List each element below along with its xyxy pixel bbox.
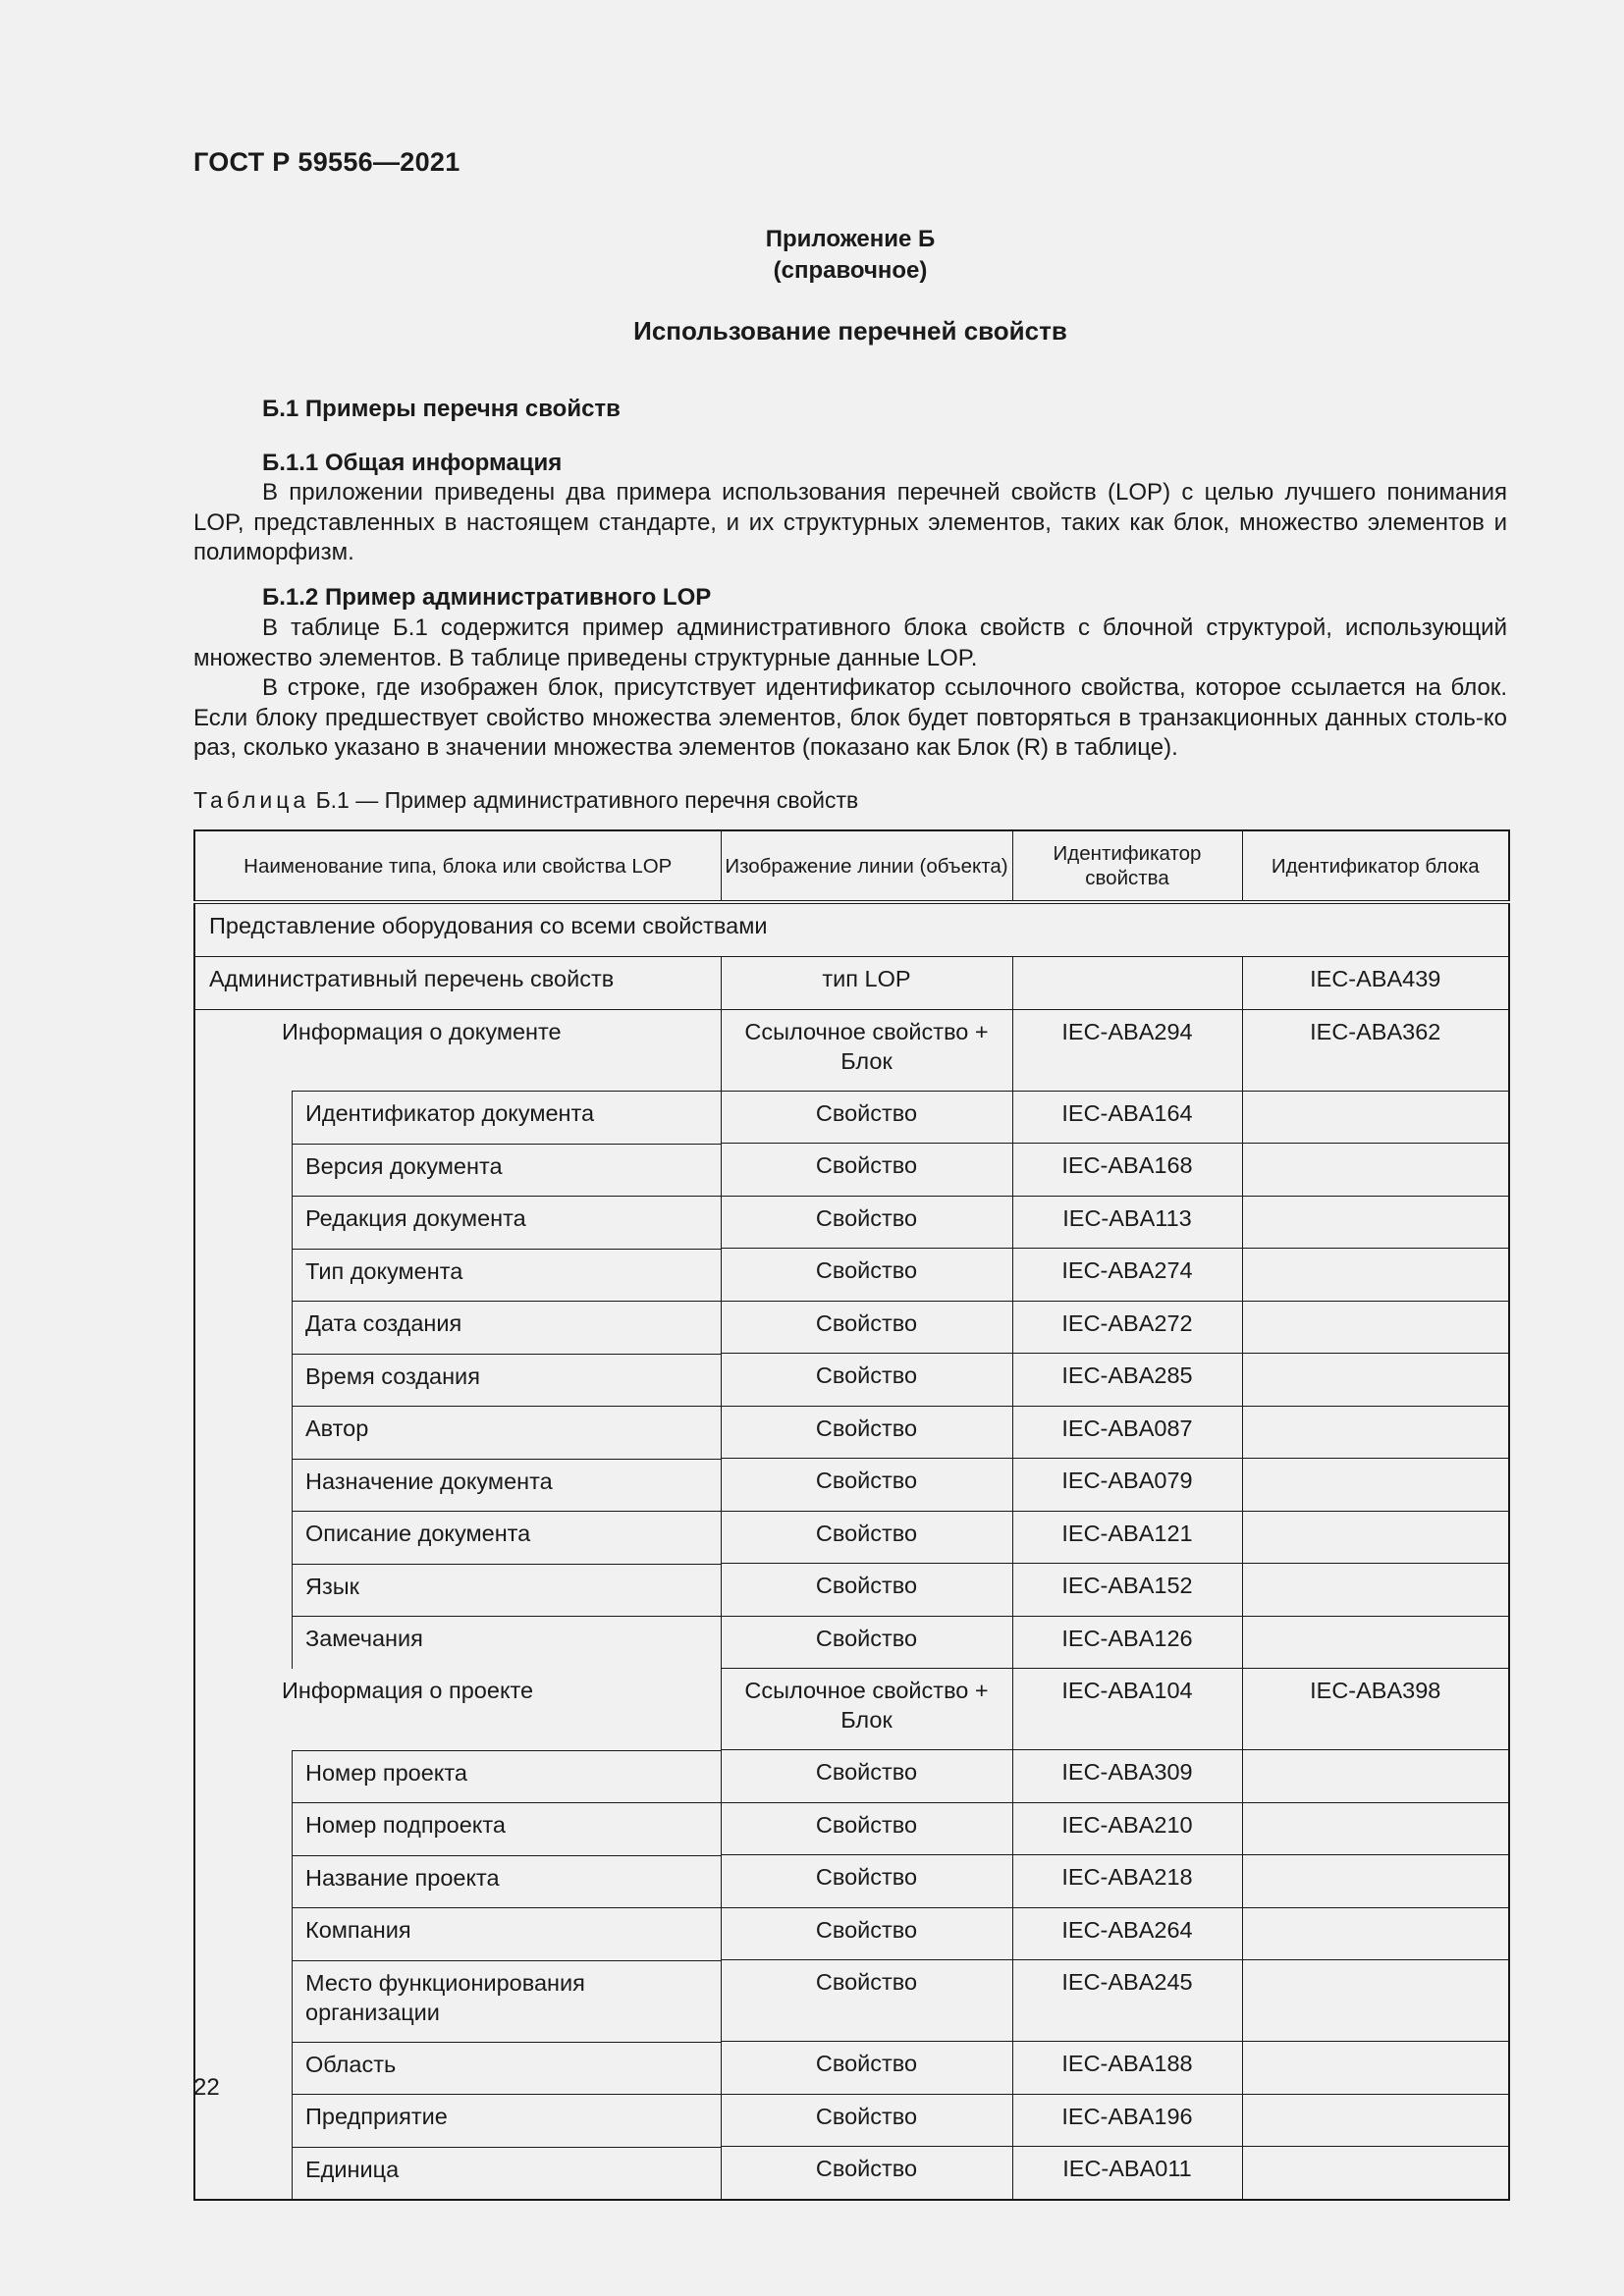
cell-image: Свойство xyxy=(721,1144,1012,1197)
cell-image: Свойство xyxy=(721,2042,1012,2095)
cell-block-id xyxy=(1242,1564,1509,1617)
table-row xyxy=(194,1406,1509,1459)
table-row xyxy=(194,2094,1509,2147)
cell-image: Свойство xyxy=(721,1406,1012,1459)
annex-heading xyxy=(193,224,1507,287)
cell-name xyxy=(194,2094,721,2147)
cell-name xyxy=(194,1459,721,1512)
cell-image: Свойство xyxy=(721,1091,1012,1144)
table-row xyxy=(194,1669,1509,1750)
table-row xyxy=(194,1091,1509,1144)
cell-block-id xyxy=(1242,1459,1509,1512)
table-row xyxy=(194,957,1509,1010)
group-row xyxy=(194,902,1509,957)
cell-name xyxy=(194,1354,721,1407)
cell-block-id xyxy=(1242,1802,1509,1855)
cell-name xyxy=(194,957,721,1010)
cell-image: Свойство xyxy=(721,1354,1012,1407)
cell-name xyxy=(194,1091,721,1144)
cell-prop-id: IEC-ABA011 xyxy=(1012,2147,1242,2200)
table-row xyxy=(194,1750,1509,1803)
cell-name-text: Замечания xyxy=(292,1616,721,1669)
cell-name-text: Язык xyxy=(292,1564,721,1617)
cell-block-id xyxy=(1242,2094,1509,2147)
cell-name xyxy=(194,1144,721,1197)
cell-image: Свойство xyxy=(721,1960,1012,2042)
cell-image: Свойство xyxy=(721,1459,1012,1512)
cell-prop-id: IEC-ABA152 xyxy=(1012,1564,1242,1617)
cell-prop-id: IEC-ABA272 xyxy=(1012,1301,1242,1354)
cell-name xyxy=(194,1907,721,1960)
cell-block-id xyxy=(1242,1406,1509,1459)
cell-name xyxy=(194,1196,721,1249)
cell-name-text: Номер проекта xyxy=(292,1750,721,1803)
header-name: Наименование типа, блока или свойства LOP xyxy=(194,830,721,902)
cell-block-id xyxy=(1242,1511,1509,1564)
cell-image: Свойство xyxy=(721,1511,1012,1564)
cell-name-text: Тип документа xyxy=(292,1249,721,1302)
properties-table xyxy=(193,829,1510,2201)
cell-prop-id: IEC-ABA104 xyxy=(1012,1669,1242,1750)
cell-name-text: Предприятие xyxy=(292,2094,721,2147)
header-block-id: Идентификатор блока xyxy=(1242,830,1509,902)
standard-designation: ГОСТ Р 59556—2021 xyxy=(193,147,460,177)
cell-block-id xyxy=(1242,1750,1509,1803)
cell-image: Свойство xyxy=(721,1907,1012,1960)
cell-block-id xyxy=(1242,2042,1509,2095)
table-row xyxy=(194,1459,1509,1512)
cell-block-id xyxy=(1242,1616,1509,1669)
cell-name xyxy=(194,1009,721,1091)
section-text-b12 xyxy=(193,614,1507,764)
section-text-b11 xyxy=(193,478,1507,568)
cell-name-text: Область xyxy=(292,2042,721,2095)
cell-block-id xyxy=(1242,2147,1509,2200)
cell-prop-id: IEC-ABA264 xyxy=(1012,1907,1242,1960)
cell-name xyxy=(194,1960,721,2042)
page-title: Использование перечней свойств xyxy=(633,316,1067,346)
table-caption-text: Б.1 — Пример административного перечня свойств xyxy=(315,787,859,813)
cell-name xyxy=(194,1564,721,1617)
annex-title: Приложение Б xyxy=(765,226,936,252)
cell-image: Ссылочное свойство + Блок xyxy=(721,1009,1012,1091)
cell-name-text: Время создания xyxy=(292,1354,721,1407)
cell-block-id xyxy=(1242,1354,1509,1407)
cell-name-text: Редакция документа xyxy=(292,1196,721,1249)
cell-image: Свойство xyxy=(721,2147,1012,2200)
cell-prop-id: IEC-ABA245 xyxy=(1012,1960,1242,2042)
cell-name-text: Компания xyxy=(292,1907,721,1960)
cell-prop-id: IEC-ABA196 xyxy=(1012,2094,1242,2147)
cell-block-id: IEC-ABA398 xyxy=(1242,1669,1509,1750)
cell-name xyxy=(194,1301,721,1354)
table-row xyxy=(194,1196,1509,1249)
table-row xyxy=(194,1960,1509,2042)
table-row xyxy=(194,1249,1509,1302)
header-prop-id: Идентификатор свойства xyxy=(1012,830,1242,902)
cell-name xyxy=(194,1616,721,1669)
cell-name-text: Единица xyxy=(292,2147,721,2199)
cell-prop-id xyxy=(1012,957,1242,1010)
cell-name-text: Назначение документа xyxy=(292,1459,721,1512)
cell-name xyxy=(194,1802,721,1855)
cell-prop-id: IEC-ABA294 xyxy=(1012,1009,1242,1091)
cell-block-id xyxy=(1242,1907,1509,1960)
cell-image: Свойство xyxy=(721,1750,1012,1803)
page-number: 22 xyxy=(193,2074,220,2101)
table-row xyxy=(194,1616,1509,1669)
cell-name xyxy=(194,1669,721,1750)
cell-name-text: Автор xyxy=(292,1406,721,1459)
cell-block-id xyxy=(1242,1855,1509,1908)
table-row xyxy=(194,1855,1509,1908)
cell-block-id xyxy=(1242,1249,1509,1302)
cell-prop-id: IEC-ABA309 xyxy=(1012,1750,1242,1803)
cell-name-text: Место функционирования организации xyxy=(292,1960,721,2042)
cell-prop-id: IEC-ABA113 xyxy=(1012,1196,1242,1249)
section-heading-b12: Б.1.2 Пример административного LOP xyxy=(262,584,712,611)
cell-name xyxy=(194,1511,721,1564)
table-caption xyxy=(193,787,858,814)
table-header-row xyxy=(194,830,1509,902)
cell-name-text: Идентификатор документа xyxy=(292,1091,721,1144)
cell-image: Свойство xyxy=(721,2094,1012,2147)
paragraph: В приложении приведены два примера использования перечней свойств (LOP) с целью лучшего понимания LOP, представленных в настоящем стандарте, и их структурных элементов, таких как блок, множество элементов и полиморфизм. xyxy=(193,479,1507,565)
cell-image: Свойство xyxy=(721,1855,1012,1908)
table-row xyxy=(194,1564,1509,1617)
cell-block-id xyxy=(1242,1960,1509,2042)
cell-prop-id: IEC-ABA210 xyxy=(1012,1802,1242,1855)
cell-image: тип LOP xyxy=(721,957,1012,1010)
cell-prop-id: IEC-ABA087 xyxy=(1012,1406,1242,1459)
cell-image: Свойство xyxy=(721,1196,1012,1249)
cell-prop-id: IEC-ABA164 xyxy=(1012,1091,1242,1144)
cell-image: Свойство xyxy=(721,1802,1012,1855)
cell-block-id: IEC-ABA439 xyxy=(1242,957,1509,1010)
table-row xyxy=(194,2147,1509,2200)
table-row xyxy=(194,1009,1509,1091)
cell-block-id xyxy=(1242,1144,1509,1197)
cell-prop-id: IEC-ABA168 xyxy=(1012,1144,1242,1197)
cell-name-text: Дата создания xyxy=(292,1301,721,1354)
cell-prop-id: IEC-ABA079 xyxy=(1012,1459,1242,1512)
cell-name xyxy=(194,1750,721,1803)
cell-prop-id: IEC-ABA121 xyxy=(1012,1511,1242,1564)
cell-name-text: Название проекта xyxy=(292,1855,721,1908)
table-row xyxy=(194,2042,1509,2095)
table-row xyxy=(194,1511,1509,1564)
paragraph: В таблице Б.1 содержится пример административного блока свойств с блочной структурой, использующий множество элементов. В таблице приведены структурные данные LOP. xyxy=(193,614,1507,671)
cell-name xyxy=(194,1249,721,1302)
cell-block-id xyxy=(1242,1091,1509,1144)
table-row xyxy=(194,1301,1509,1354)
table-row xyxy=(194,1907,1509,1960)
cell-block-id xyxy=(1242,1196,1509,1249)
cell-name-text: Информация о документе xyxy=(282,1018,562,1044)
cell-block-id xyxy=(1242,1301,1509,1354)
section-heading-b11: Б.1.1 Общая информация xyxy=(262,450,563,476)
annex-kind: (справочное) xyxy=(773,257,928,284)
cell-image: Свойство xyxy=(721,1301,1012,1354)
cell-image: Свойство xyxy=(721,1616,1012,1669)
cell-prop-id: IEC-ABA285 xyxy=(1012,1354,1242,1407)
cell-prop-id: IEC-ABA188 xyxy=(1012,2042,1242,2095)
cell-name-text: Номер подпроекта xyxy=(292,1802,721,1855)
cell-name-text: Версия документа xyxy=(292,1144,721,1197)
cell-name-text: Описание документа xyxy=(292,1511,721,1564)
cell-name xyxy=(194,2147,721,2200)
cell-block-id: IEC-ABA362 xyxy=(1242,1009,1509,1091)
cell-name-text: Информация о проекте xyxy=(282,1677,534,1703)
cell-prop-id: IEC-ABA218 xyxy=(1012,1855,1242,1908)
group-row-label: Представление оборудования со всеми свойствами xyxy=(194,902,1509,957)
cell-image: Свойство xyxy=(721,1249,1012,1302)
table-row xyxy=(194,1354,1509,1407)
table-row xyxy=(194,1144,1509,1197)
cell-prop-id: IEC-ABA126 xyxy=(1012,1616,1242,1669)
table-caption-prefix: Таблица xyxy=(193,787,310,813)
cell-prop-id: IEC-ABA274 xyxy=(1012,1249,1242,1302)
paragraph: В строке, где изображен блок, присутствует идентификатор ссылочного свойства, которое ссылается на блок. Если блоку предшествует свойство множества элементов, блок будет повторяться в транзакционных данных столь-ко раз, сколько указано в значении множества элементов (показано как Блок (R) в таблице). xyxy=(193,674,1507,761)
cell-image: Свойство xyxy=(721,1564,1012,1617)
cell-image: Ссылочное свойство + Блок xyxy=(721,1669,1012,1750)
cell-name-text: Административный перечень свойств xyxy=(209,966,615,991)
cell-name xyxy=(194,1855,721,1908)
table-row xyxy=(194,1802,1509,1855)
header-image: Изображение линии (объекта) xyxy=(721,830,1012,902)
cell-name xyxy=(194,1406,721,1459)
cell-name xyxy=(194,2042,721,2095)
section-heading-b1: Б.1 Примеры перечня свойств xyxy=(262,396,621,422)
